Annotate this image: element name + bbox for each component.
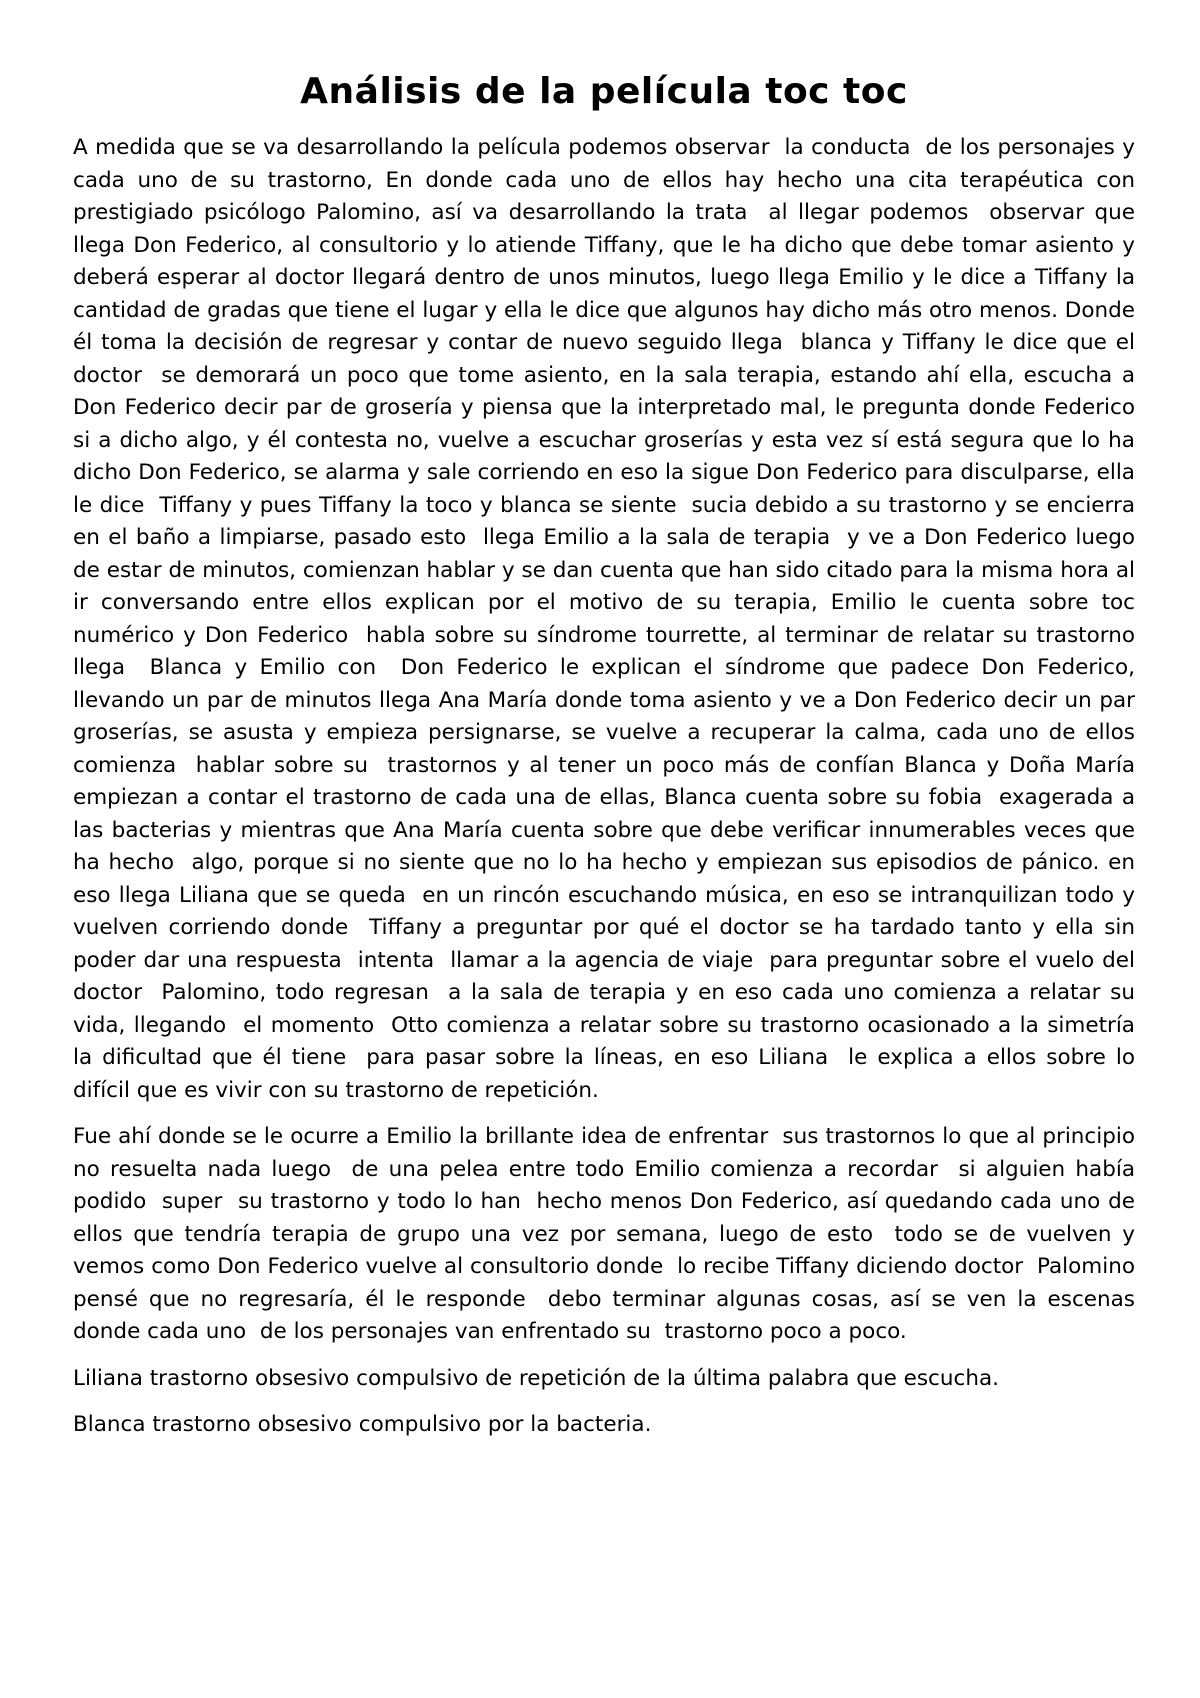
paragraph-summary: A medida que se va desarrollando la película podemos observar la conducta de los personajes y cada uno de su trastorno, En donde cada uno de ellos hay hecho una cita terapéutica con prestigiado psicólogo Palomino, así va desarrollando la trata al llegar podemos observar que llega Don Federico, al consultorio y lo atiende Tiffany, que le ha dicho que debe tomar asiento y deberá esperar al doctor llegará dentro de unos minutos, luego llega Emilio y le dice a Tiffany la cantidad de gradas que tiene el lugar y ella le dice que algunos hay dicho más otro menos. Donde él toma la decisión de regresar y contar de nuevo seguido llega blanca y Tiffany le dice que el doctor se demorará un poco que tome asiento, en la sala terapia, estando ahí ella, escucha a Don Federico decir par de grosería y piensa que la interpretado mal, le pregunta donde Federico si a dicho algo, y él contesta no, vuelve a escuchar groserías y esta vez sí está segura que lo ha dicho Don Federico, se alarma y sale corriendo en eso la sigue Don Federico para disculparse, ella le dice Tiffany y pues Tiffany la toco y blanca se siente sucia debido a su trastorno y se encierra en el baño a limpiarse, pasado esto llega Emilio a la sala de terapia y ve a Don Federico luego de estar de minutos, comienzan hablar y se dan cuenta que han sido citado para la misma hora al ir conversando entre ellos explican por el motivo de su terapia, Emilio le cuenta sobre toc numérico y Don Federico habla sobre su síndrome tourrette, al terminar de relatar su trastorno llega Blanca y Emilio con Don Federico le explican el síndrome que padece Don Federico, llevando un par de minutos llega Ana María donde toma asiento y ve a Don Federico decir un par groserías, se asusta y empieza persignarse, se vuelve a recuperar la calma, cada uno de ellos comienza hablar sobre su trastornos y al tener un poco más de confían Blanca y Doña María empiezan a contar el trastorno de cada una de ellas, Blanca cuenta sobre su fobia exagerada a las bacterias y mientras que Ana María cuenta sobre que debe verificar innumerables veces que ha hecho algo, porque si no siente que no lo ha hecho y empiezan sus episodios de pánico. en eso llega Liliana que se queda en un rincón escuchando música, en eso se intranquilizan todo y vuelven corriendo donde Tiffany a preguntar por qué el doctor se ha tardado tanto y ella sin poder dar una respuesta intenta llamar a la agencia de viaje para preguntar sobre el vuelo del doctor Palomino, todo regresan a la sala de terapia y en eso cada uno comienza a relatar su vida, llegando el momento Otto comienza a relatar sobre su trastorno ocasionado a la simetría la dificultad que él tiene para pasar sobre la líneas, en eso Liliana le explica a ellos sobre lo difícil que es vivir con su trastorno de repetición. bbox=[73, 135, 1149, 1103]
paragraph-conclusion: Fue ahí donde se le ocurre a Emilio la brillante idea de enfrentar sus trastornos lo que al principio no resuelta nada luego de una pelea entre todo Emilio comienza a recordar si alguien había podido super su trastorno y todo lo han hecho menos Don Federico, así quedando cada uno de ellos que tendría terapia de grupo una vez por semana, luego de esto todo se de vuelven y vemos como Don Federico vuelve al consultorio donde lo recibe Tiffany diciendo doctor Palomino pensé que no regresaría, él le responde debo terminar algunas cosas, así se ven la escenas donde cada uno de los personajes van enfrentado su trastorno poco a poco. bbox=[73, 1124, 1149, 1344]
paragraph-blanca: Blanca trastorno obsesivo compulsivo por la bacteria. bbox=[73, 1412, 652, 1437]
paragraph-liliana: Liliana trastorno obsesivo compulsivo de repetición de la última palabra que escucha. bbox=[73, 1365, 999, 1391]
document-title: Análisis de la película toc toc bbox=[300, 71, 908, 112]
document-page bbox=[73, 66, 1149, 1456]
